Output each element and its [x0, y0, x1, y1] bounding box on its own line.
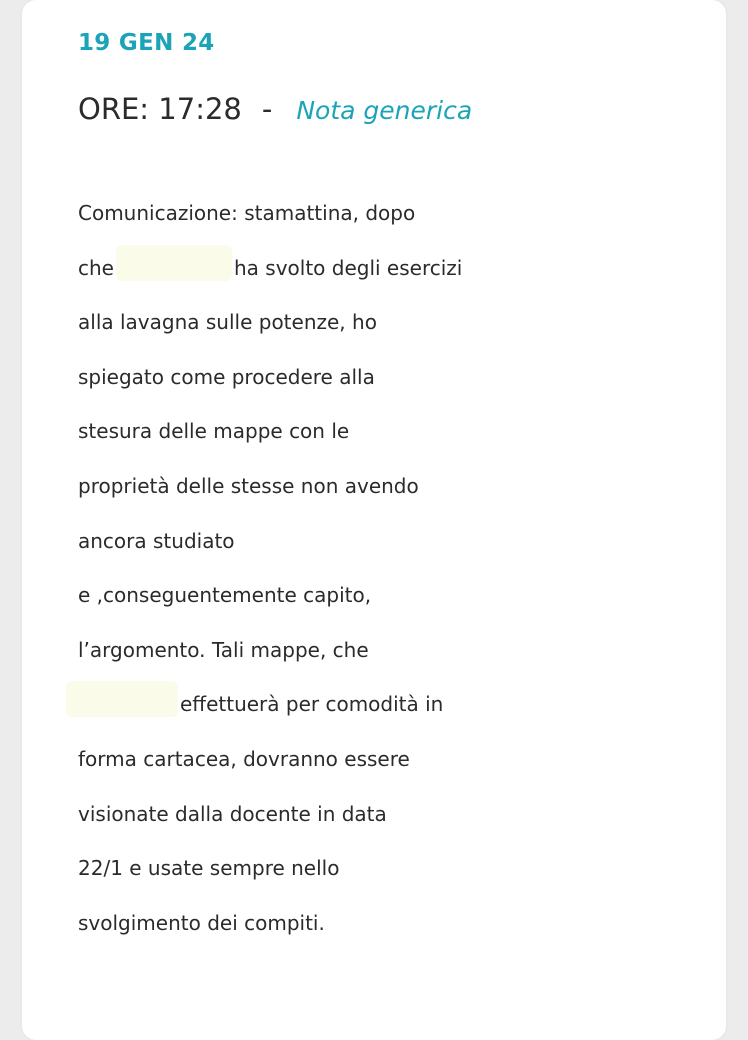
redacted-name: [116, 245, 232, 281]
note-card: [22, 0, 726, 1040]
note-line: spiegato come procedere alla: [78, 364, 375, 389]
note-line: forma cartacea, dovranno essere: [78, 746, 410, 771]
note-line-part: effettuerà per comodità in: [180, 692, 444, 717]
note-header: [78, 92, 472, 126]
redacted-name: [66, 681, 178, 717]
note-line-part: che: [78, 255, 114, 280]
note-line: proprietà delle stesse non avendo: [78, 473, 419, 498]
note-line: visionate dalla docente in data: [78, 801, 387, 826]
note-line: e ,conseguentemente capito,: [78, 583, 372, 608]
note-line: l’argomento. Tali mappe, che: [78, 637, 369, 662]
note-line: Comunicazione: stamattina, dopo: [78, 201, 416, 225]
note-date: 19 GEN 24: [78, 30, 215, 56]
note-line: alla lavagna sulle potenze, ho: [78, 310, 377, 335]
note-line: stesura delle mappe con le: [78, 419, 350, 444]
note-line: [78, 241, 748, 296]
note-line: 22/1 e usate sempre nello: [78, 856, 340, 881]
note-time: ORE: 17:28: [78, 92, 242, 126]
header-separator: -: [261, 92, 273, 126]
note-line-part: ha svolto degli esercizi: [233, 255, 463, 280]
note-line: ancora studiato: [78, 528, 235, 553]
note-line: [78, 677, 748, 732]
note-type: Nota generica: [296, 96, 473, 125]
note-line: svolgimento dei compiti.: [78, 910, 325, 935]
note-body: [78, 186, 748, 950]
